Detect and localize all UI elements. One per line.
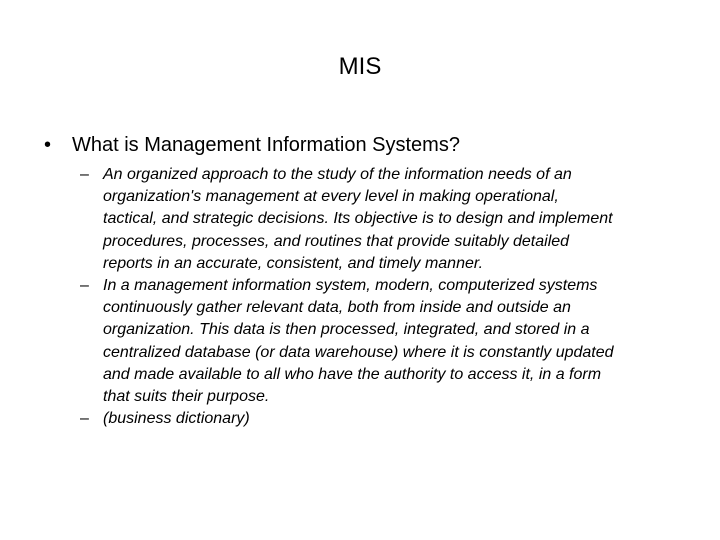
main-bullet-text: What is Management Information Systems? bbox=[72, 134, 460, 156]
sub-bullet-list bbox=[80, 164, 690, 430]
text-line: An organized approach to the study of the information needs of an bbox=[103, 166, 572, 183]
text-line: procedures, processes, and routines that provide suitably detailed bbox=[103, 232, 570, 250]
sub-bullet-definition bbox=[80, 164, 690, 275]
dash-marker: – bbox=[80, 166, 89, 183]
text-line: organization. This data is then processed, integrated, and stored in a bbox=[103, 321, 590, 339]
text-line: reports in an accurate, consistent, and timely manner. bbox=[103, 254, 484, 272]
text-line: centralized database (or data warehouse) where it is constantly updated bbox=[103, 343, 614, 361]
text-line: and made available to all who have the authority to access it, in a form bbox=[103, 365, 602, 383]
text-line: continuously gather relevant data, both from inside and outside an bbox=[103, 299, 571, 317]
dash-marker: – bbox=[80, 277, 89, 295]
source-citation: (business dictionary) bbox=[103, 410, 250, 428]
text-line: organization's management at every level in making operational, bbox=[103, 188, 559, 206]
sub-bullet-source bbox=[80, 408, 690, 430]
slide-title: MIS bbox=[338, 53, 382, 80]
bullet-marker: • bbox=[44, 134, 52, 156]
text-line: that suits their purpose. bbox=[103, 388, 270, 406]
text-line: tactical, and strategic decisions. Its objective is to design and implement bbox=[103, 210, 613, 228]
dash-marker: – bbox=[80, 410, 89, 428]
sub-bullet-description bbox=[80, 275, 690, 408]
text-line: In a management information system, modern, computerized systems bbox=[103, 277, 598, 295]
